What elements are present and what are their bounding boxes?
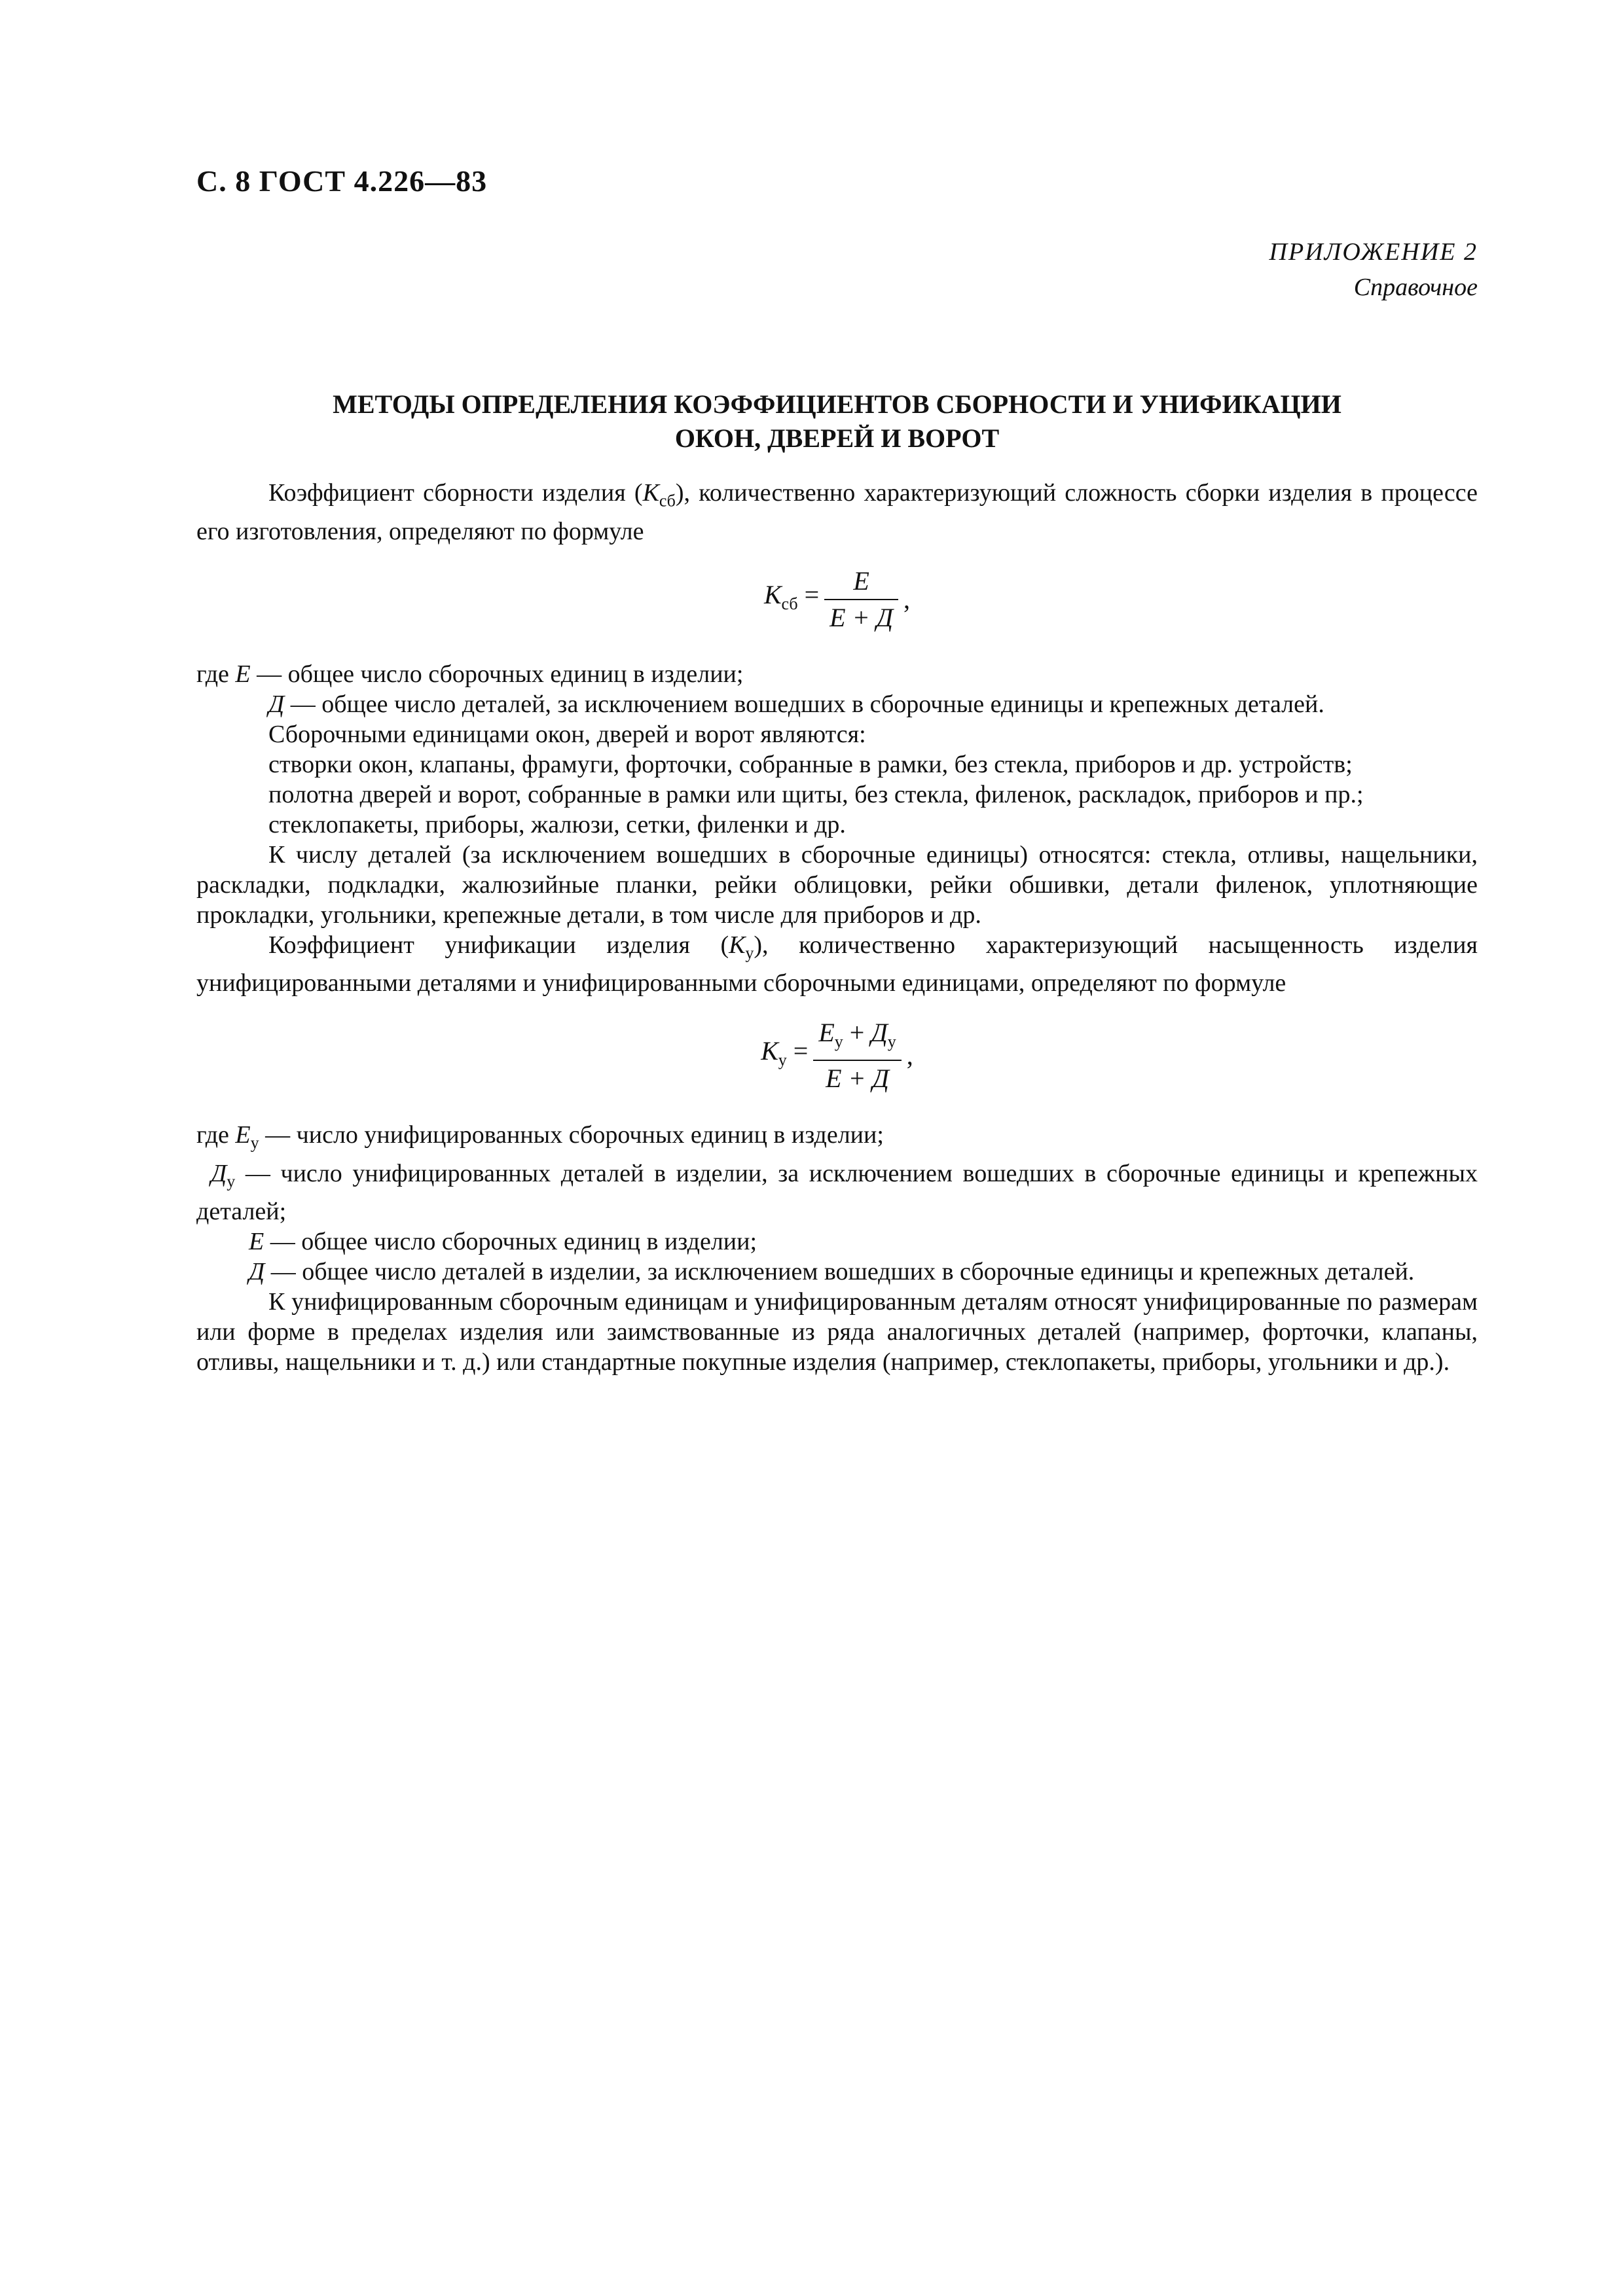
assembly-units-paragraph: Сборочными единицами окон, дверей и ворот являются:	[268, 720, 866, 748]
intro-text-post: ), количественно характеризующий сложность сборки изделия в процессе его изготовления, определяют по формуле	[196, 479, 1478, 545]
formula1-denominator: Е + Д	[824, 599, 898, 633]
unification-paragraph: Коэффициент унификации изделия $(К_у)$, количественно характеризующий насыщенность изделия унифицированными деталями и унифицированными сборочными единицами, определяют по формуле	[196, 931, 1478, 997]
appendix-title: ПРИЛОЖЕНИЕ 2	[1269, 238, 1478, 266]
formula1-fraction	[824, 566, 898, 633]
formula-assembly-coefficient	[196, 566, 1478, 633]
body-text	[196, 478, 1478, 1377]
parts-paragraph: К числу деталей (за исключением вошедших в сборочные единицы) относятся: стекла, отливы, нащельники, раскладки, подкладки, жалюзийные планки, рейки облицовки, рейки обшивки, детали филенок, уплотняющие прокладки, угольники, крепежные детали, в том числе для приборов и др.	[196, 840, 1478, 929]
k-symbol: К	[642, 479, 659, 507]
def-d-2: Д — общее число деталей в изделии, за исключением вошедших в сборочные единицы и крепежных деталей.	[249, 1258, 1415, 1286]
formula2-denominator: Е + Д	[813, 1060, 901, 1094]
intro-paragraph	[196, 478, 1478, 547]
formula1-lhs: $К_{сб}$ =	[763, 579, 820, 613]
formula-unification-coefficient	[196, 1018, 1478, 1094]
document-title	[196, 387, 1478, 456]
formula2-comma: ,	[906, 1041, 913, 1071]
formula2-lhs: $К_у$ =	[761, 1036, 809, 1070]
document-title-line-1: МЕТОДЫ ОПРЕДЕЛЕНИЯ КОЭФФИЦИЕНТОВ СБОРНОСТИ И УНИФИКАЦИИ	[333, 389, 1341, 419]
def-e: где Е — общее число сборочных единиц в изделии;	[196, 660, 744, 688]
assembly-units-list-1: створки окон, клапаны, фрамуги, форточки, собранные в рамки, без стекла, приборов и др. устройств;	[268, 750, 1353, 778]
k-subscript: сб	[659, 491, 676, 511]
def-d: Д — общее число деталей, за исключением вошедших в сборочные единицы и крепежных деталей.	[268, 690, 1324, 718]
page-header: С. 8 ГОСТ 4.226—83	[196, 164, 488, 198]
final-paragraph: К унифицированным сборочным единицам и унифицированным деталям относят унифицированные по размерам или форме в пределах изделия или заимствованные из ряда аналогичных деталей (например, форточки, клапаны, отливы, нащельники и т. д.) или стандартные покупные изделия (например, стеклопакеты, приборы, угольники и др.).	[196, 1288, 1478, 1376]
appendix-subtitle: Справочное	[1353, 274, 1478, 301]
def-e-2: Е — общее число сборочных единиц в изделии;	[249, 1228, 757, 1256]
formula2-numerator: $Е_у + Д_у$	[818, 1018, 896, 1052]
def-ey: где $Е_у$ — число унифицированных сборочных единиц в изделии;	[196, 1121, 884, 1153]
document-title-line-2: ОКОН, ДВЕРЕЙ И ВОРОТ	[674, 423, 1000, 453]
assembly-units-list-2: полотна дверей и ворот, собранные в рамки или щиты, без стекла, филенок, раскладок, приборов и пр.;	[268, 780, 1364, 808]
def-dy: $Д_у$ — число унифицированных деталей в изделии, за исключением вошедших в сборочные единицы и крепежных деталей;	[196, 1159, 1478, 1226]
formula2-fraction	[813, 1018, 901, 1094]
assembly-units-list-3: стеклопакеты, приборы, жалюзи, сетки, филенки и др.	[268, 810, 846, 838]
formula1-comma: ,	[903, 584, 911, 614]
formula1-numerator: Е	[853, 565, 869, 596]
intro-text-pre: Коэффициент сборности изделия (	[268, 479, 643, 507]
appendix-block	[1269, 234, 1478, 305]
